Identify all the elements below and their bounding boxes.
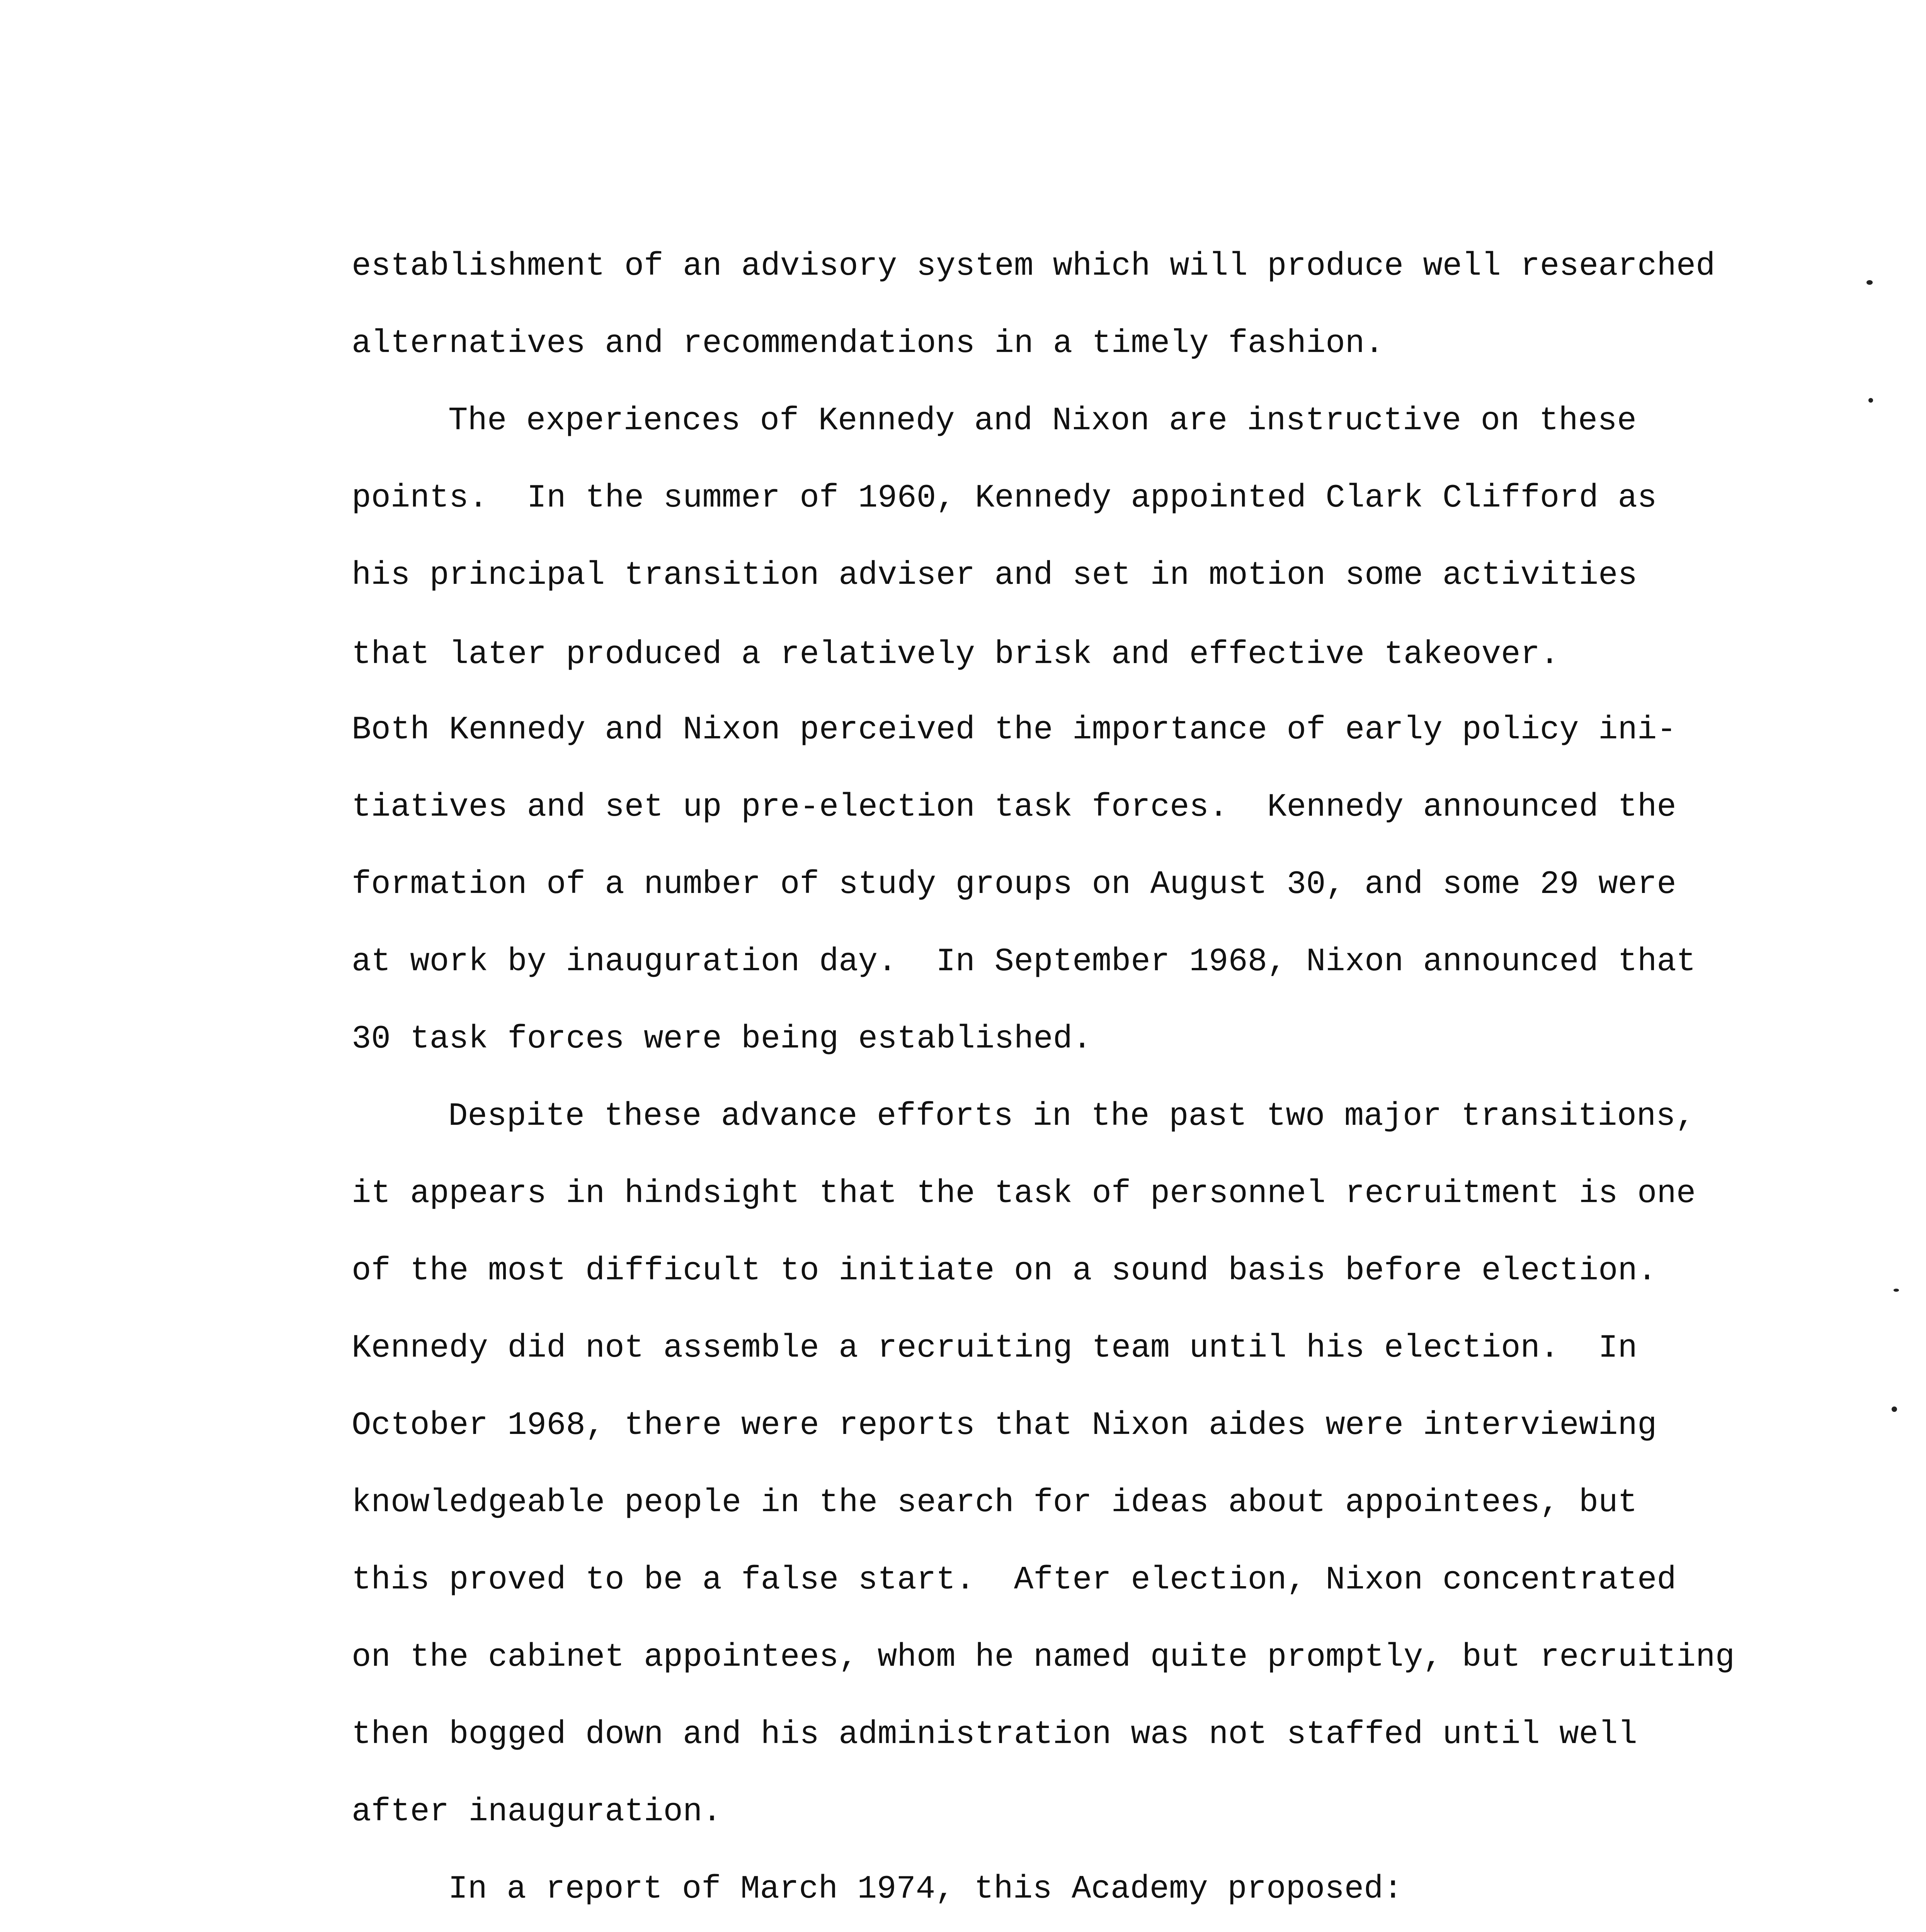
paragraph-4-line-1: In a report of March 1974, this Academy proposed: — [448, 1871, 1403, 1908]
paragraph-3-line-7: this proved to be a false start. After election, Nixon concentrated — [352, 1562, 1676, 1599]
paragraph-3-line-4: Kennedy did not assemble a recruiting team until his election. In — [352, 1330, 1637, 1367]
paragraph-2-line-7: formation of a number of study groups on August 30, and some 29 were — [352, 866, 1676, 903]
paragraph-3-line-8: on the cabinet appointees, whom he named quite promptly, but recruiting — [352, 1639, 1735, 1676]
paragraph-2-line-1: The experiences of Kennedy and Nixon are instructive on these — [448, 403, 1637, 439]
paragraph-3-line-1: Despite these advance efforts in the past two major transitions, — [448, 1098, 1695, 1135]
margin-speck-mark — [1866, 280, 1873, 285]
paragraph-2-line-6: tiatives and set up pre-election task forces. Kennedy announced the — [352, 789, 1676, 826]
paragraph-2-line-3: his principal transition adviser and set in motion some activities — [352, 557, 1637, 594]
paragraph-1-line-1: establishment of an advisory system which will produce well researched — [352, 248, 1715, 285]
paragraph-3-line-2: it appears in hindsight that the task of personnel recruitment is one — [352, 1175, 1696, 1212]
paragraph-3-line-3: of the most difficult to initiate on a sound basis before election. — [352, 1253, 1657, 1289]
paragraph-3-line-10: after inauguration. — [352, 1794, 722, 1830]
paragraph-2-line-5: Both Kennedy and Nixon perceived the importance of early policy ini- — [352, 712, 1676, 748]
paragraph-2-line-4: that later produced a relatively brisk and effective takeover. — [352, 636, 1560, 673]
margin-speck-mark — [1892, 1406, 1897, 1412]
paragraph-3-line-5: October 1968, there were reports that Nixon aides were interviewing — [352, 1407, 1657, 1444]
paragraph-1-line-2: alternatives and recommendations in a timely fashion. — [352, 325, 1384, 362]
margin-speck-mark — [1868, 398, 1873, 403]
paragraph-3-line-6: knowledgeable people in the search for ideas about appointees, but — [352, 1485, 1637, 1521]
paragraph-3-line-9: then bogged down and his administration was not staffed until well — [352, 1716, 1637, 1753]
paragraph-2-line-2: points. In the summer of 1960, Kennedy appointed Clark Clifford as — [352, 480, 1657, 517]
paragraph-2-line-8: at work by inauguration day. In September 1968, Nixon announced that — [352, 944, 1696, 980]
paragraph-2-line-9: 30 task forces were being established. — [352, 1021, 1092, 1058]
margin-speck-mark — [1894, 1289, 1899, 1292]
